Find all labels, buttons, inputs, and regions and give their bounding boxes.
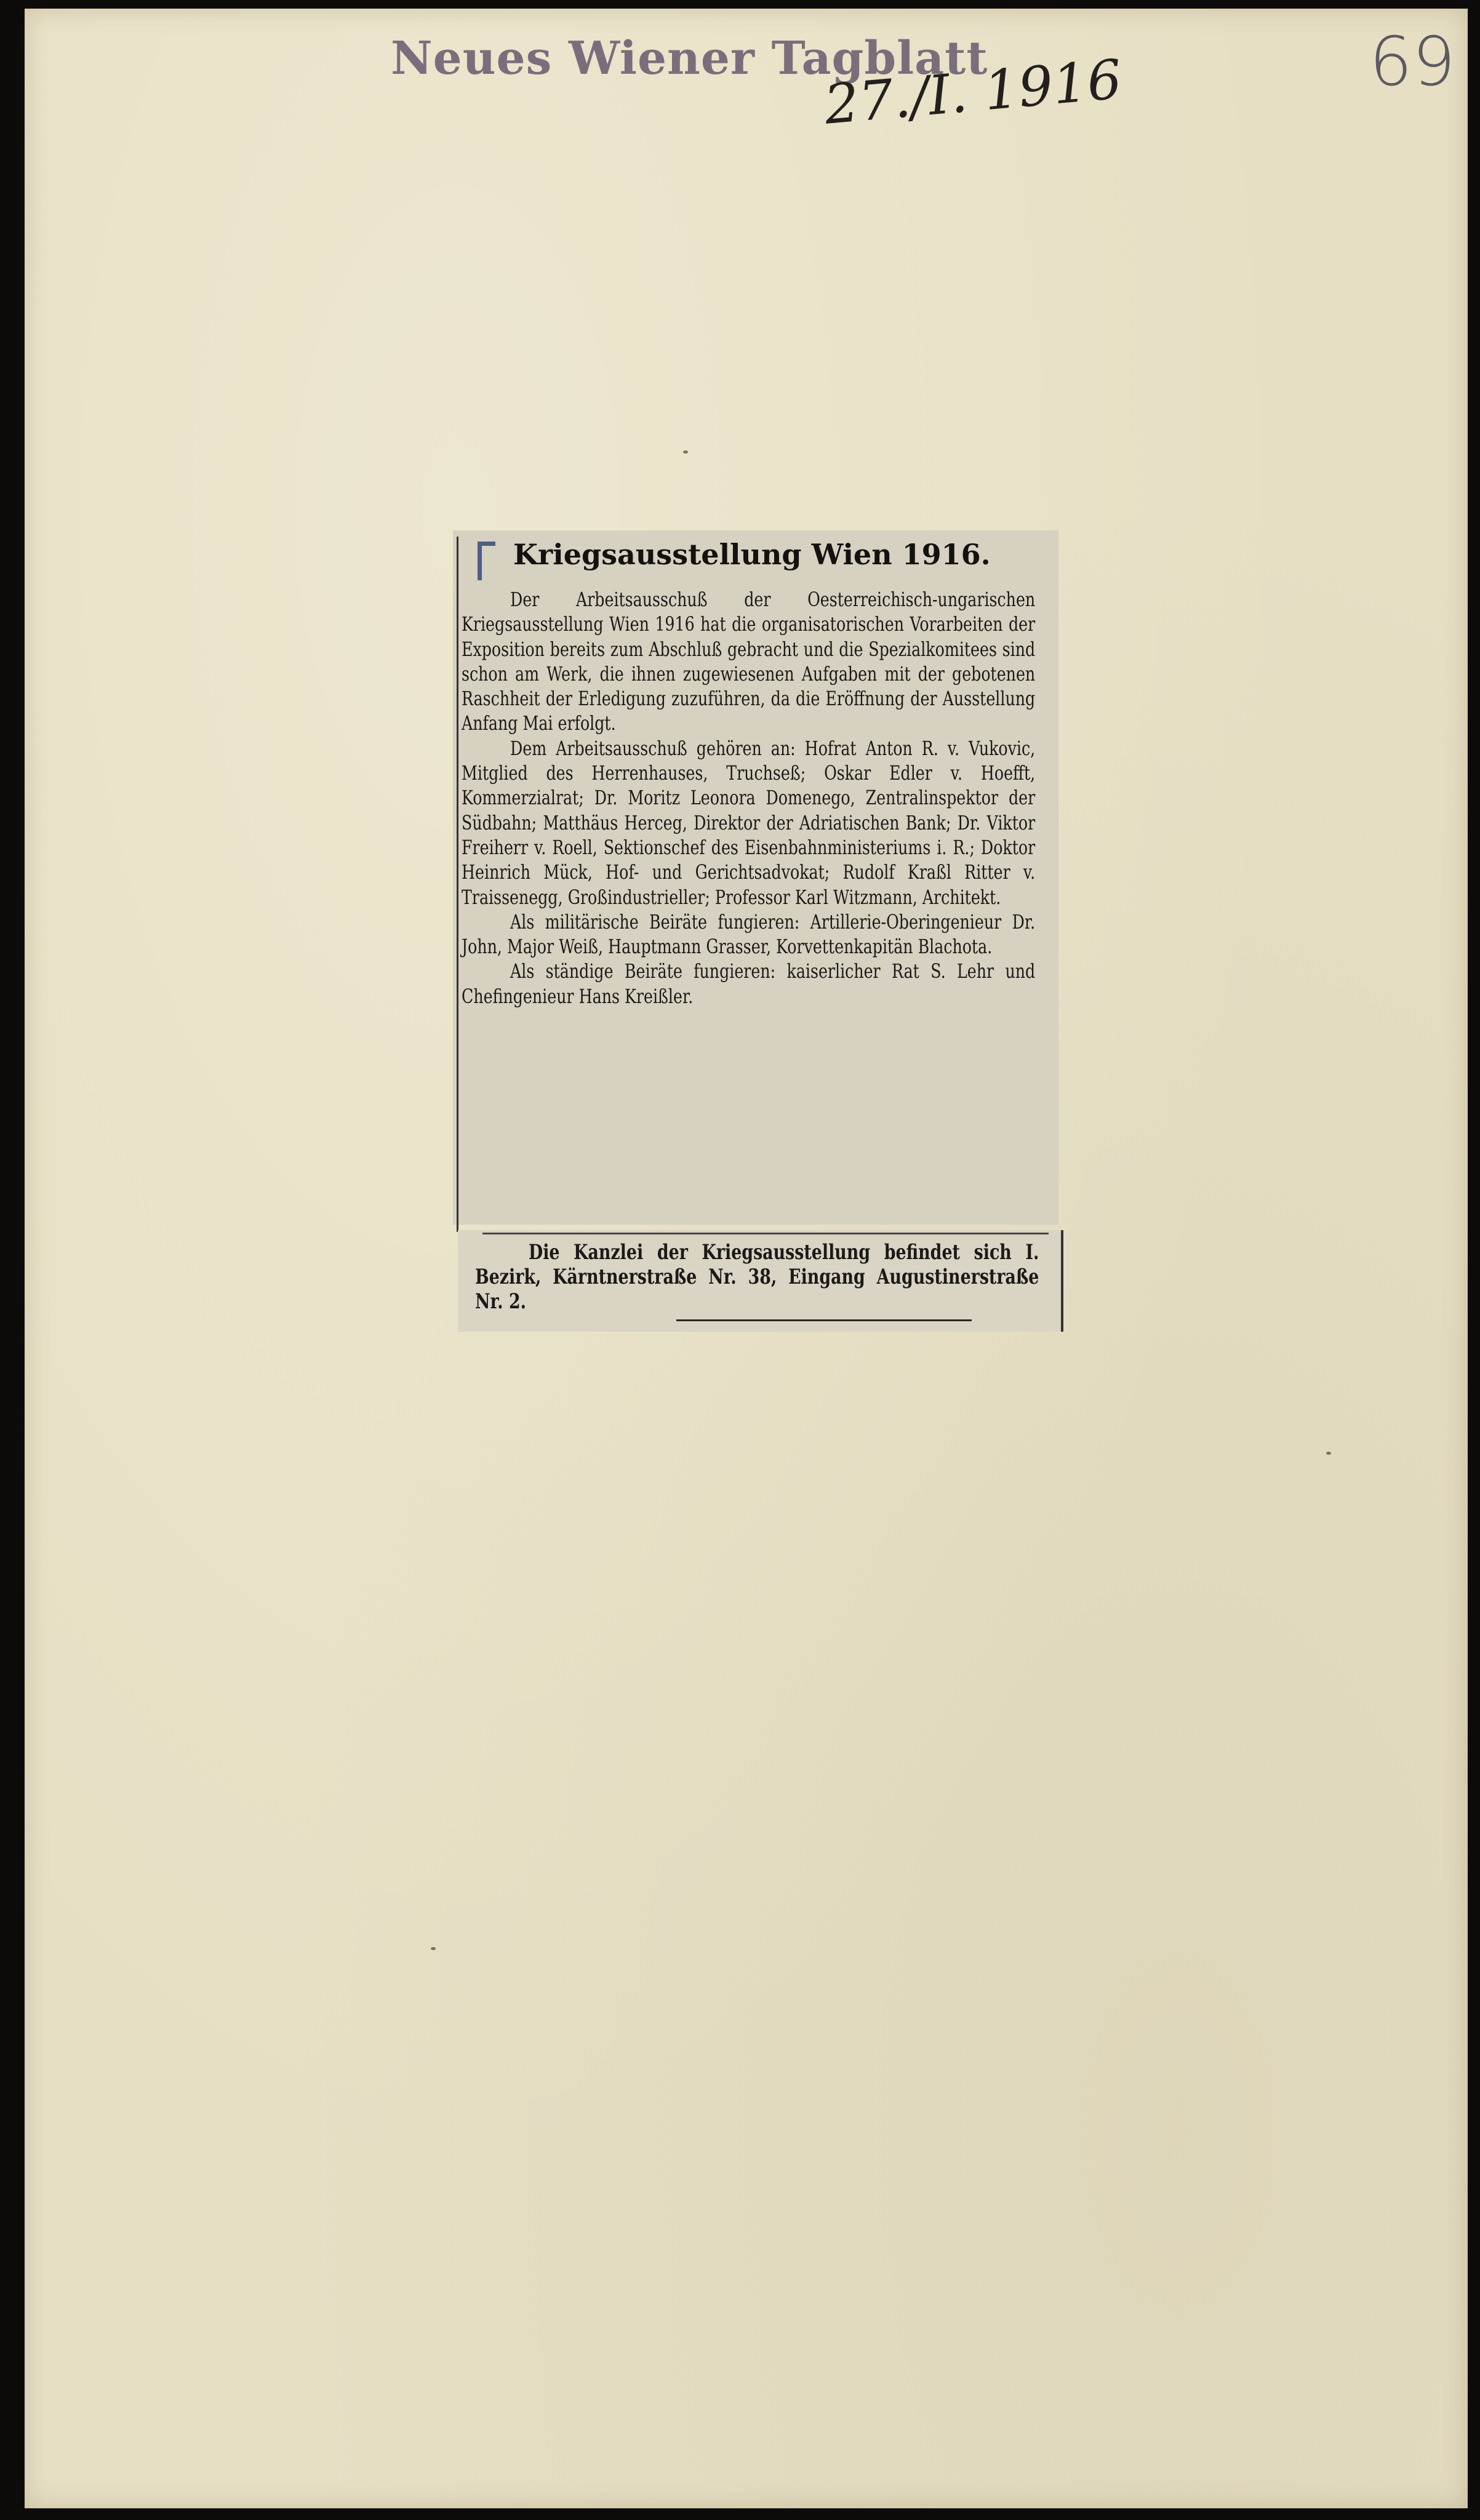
clipping-left-rule bbox=[457, 537, 458, 1232]
archive-sheet bbox=[25, 9, 1468, 2508]
notice-underline bbox=[676, 1319, 972, 1321]
paper-speck bbox=[683, 450, 688, 454]
clipping-paragraph: Der Arbeitsausschuß der Oesterreichisch-ungarischen Kriegsausstellung Wien 1916 hat die organisatorischen Vorarbeiten der Exposition bereits zum Abschluß gebracht und die Spezialkomitees sind schon am Werk, die ihnen zugewiesenen Aufgaben mit der gebotenen Raschheit der Erledigung zuzuführen, da die Eröffnung der Ausstellung Anfang Mai erfolgt. bbox=[462, 588, 1036, 735]
newspaper-clipping bbox=[453, 530, 1058, 1225]
clipping-paragraph: Als ständige Beiräte fungieren: kaiserlicher Rat S. Lehr und Chefingenieur Hans Kreißler. bbox=[462, 959, 1036, 1008]
clipping-paragraph: Dem Arbeitsausschuß gehören an: Hofrat Anton R. v. Vukovic, Mitglied des Herrenhauses, Truchseß; Oskar Edler v. Hoefft, Kommerzialrat; Dr. Moritz Leonora Domenego, Zentralinspektor der Südbahn; Matthäus Herceg, Direktor der Adriatischen Bank; Dr. Viktor Freiherr v. Roell, Sektionschef des Eisenbahnministeriums i. R.; Doktor Heinrich Mück, Hof- und Gerichtsadvokat; Rudolf Kraßl Ritter v. Traissenegg, Großindustrieller; Professor Karl Witzmann, Architekt. bbox=[462, 736, 1036, 909]
office-notice-text: Die Kanzlei der Kriegsausstellung befindet sich I. Bezirk, Kärntnerstraße Nr. 38, Eingang Augustinerstraße Nr. 2. bbox=[475, 1240, 1039, 1314]
paper-speck bbox=[431, 1947, 436, 1950]
clipping-body bbox=[462, 587, 1035, 1009]
newspaper-stamp: Neues Wiener Tagblatt bbox=[391, 32, 988, 85]
clipping-paragraph: Als militärische Beiräte fungieren: Artillerie-Oberingenieur Dr. John, Major Weiß, Hauptmann Grasser, Korvettenkapitän Blachota. bbox=[462, 910, 1036, 959]
office-notice-clipping bbox=[458, 1230, 1063, 1332]
handwritten-page-number: 69 bbox=[1369, 22, 1455, 101]
handwritten-date: 27./I. 1916 bbox=[822, 47, 1124, 137]
paper-speck bbox=[1326, 1452, 1331, 1455]
clipping-title: Kriegsausstellung Wien 1916. bbox=[513, 538, 991, 571]
notice-top-rule bbox=[482, 1233, 1049, 1234]
blue-bracket-mark bbox=[478, 542, 495, 580]
